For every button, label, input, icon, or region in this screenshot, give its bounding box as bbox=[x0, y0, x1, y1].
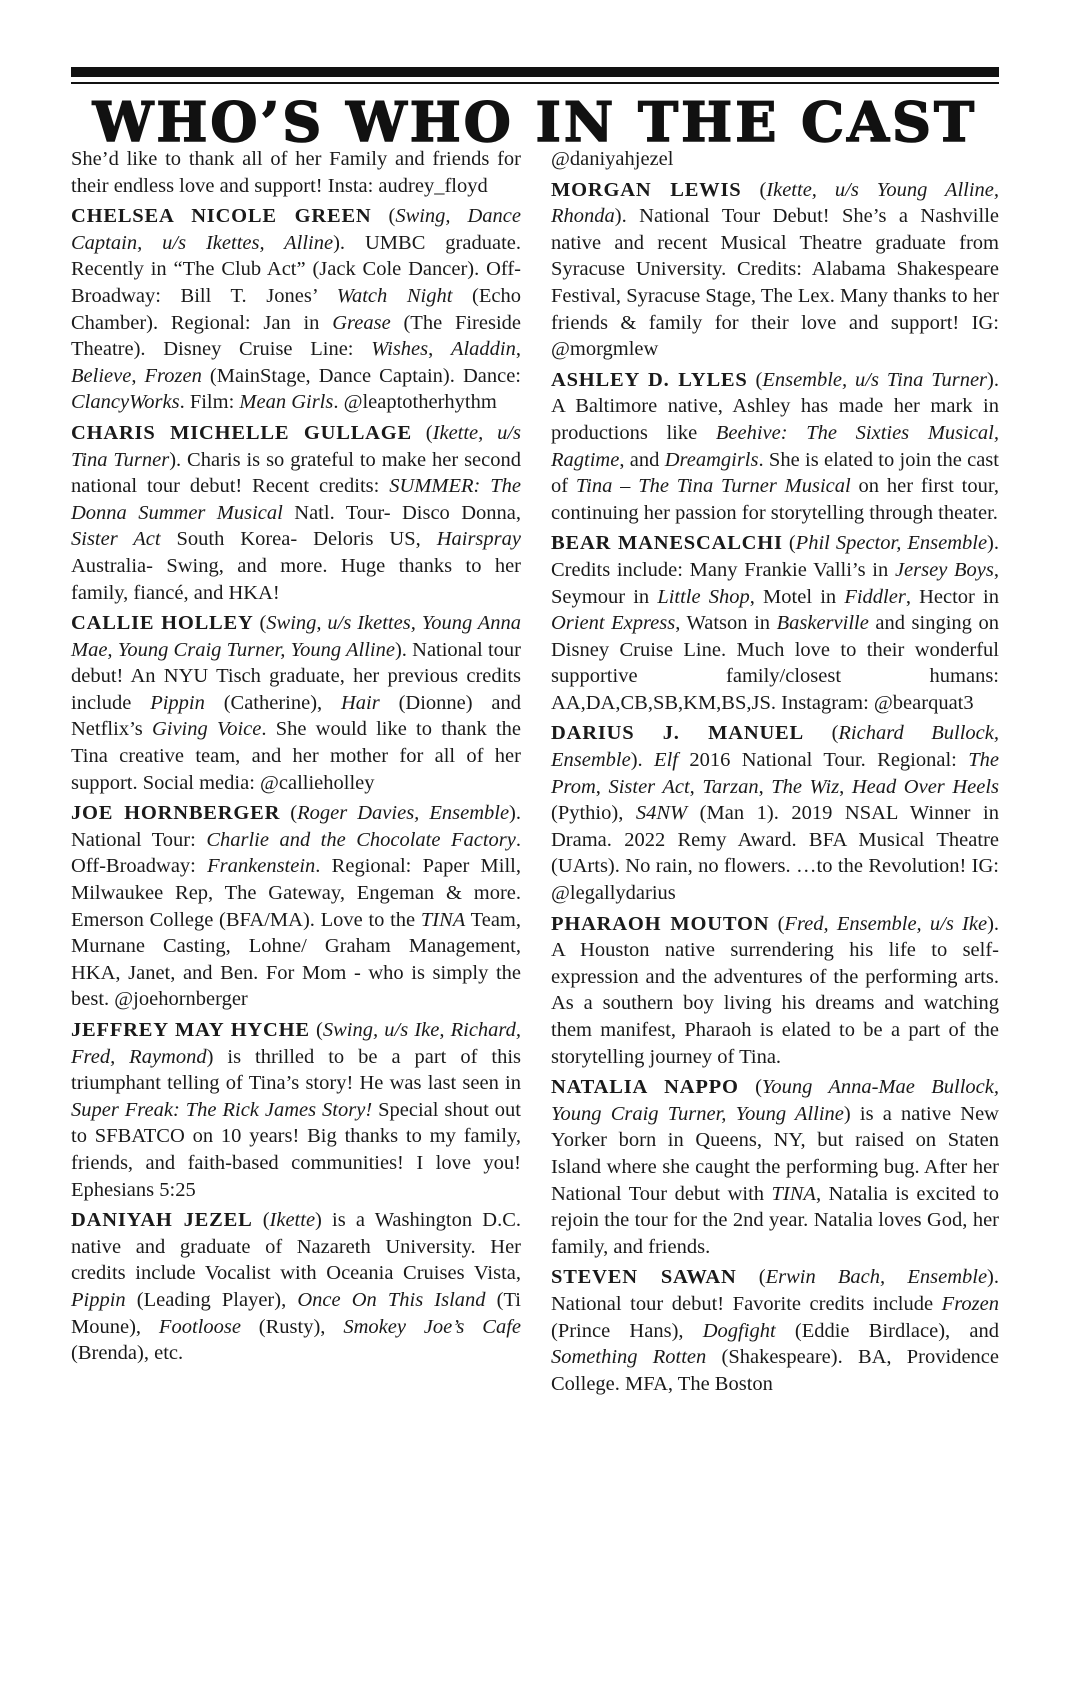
right-column bbox=[551, 146, 999, 1401]
bio-continuation: @daniyahjezel bbox=[551, 148, 674, 170]
bio-ashley-d-lyles: ASHLEY D. LYLES (Ensemble, u/s Tina Turner). A Baltimore native, Ashley has made her mark in productions like Beehive: The Sixties Musical, Ragtime, and Dreamgirls. She is elated to join the cast of Tina – The Tina Turner Musical on her first tour, continuing her passion for storytelling through theater. bbox=[551, 368, 999, 524]
cast-role: Ikette, u/s Tina Turner bbox=[71, 421, 521, 471]
cast-name: BEAR MANESCALCHI bbox=[551, 532, 783, 555]
cast-name: JEFFREY MAY HYCHE bbox=[71, 1019, 310, 1041]
bio-callie-holley: CALLIE HOLLEY (Swing, u/s Ikettes, Young Anna Mae, Young Craig Turner, Young Alline). National tour debut! An NYU Tisch graduate, her previous credits include Pippin (Catherine), Hair (Dionne) and Netflix’s Giving Voice. She would like to thank the Tina creative team, and her mother for all of her support. Social media: @callieholley bbox=[71, 612, 522, 794]
bio-continuation: She’d like to thank all of her Family and friends for their endless love and support! Insta: audrey_floyd bbox=[71, 148, 521, 197]
cast-role: Young Anna-Mae Bullock, Young Craig Turner, Young Alline bbox=[551, 1076, 999, 1125]
left-column bbox=[71, 146, 521, 1371]
bio-chelsea-nicole-green: CHELSEA NICOLE GREEN (Swing, Dance Captain, u/s Ikettes, Alline). UMBC graduate. Recently in “The Club Act” (Jack Cole Dancer). Off-Broadway: Bill T. Jones’ Watch Night (Echo Chamber). Regional: Jan in Grease (The Fireside Theatre). Disney Cruise Line: Wishes, Aladdin, Believe, Frozen (MainStage, Dance Captain). Dance: ClancyWorks. Film: Mean Girls. @leaptotherhythm bbox=[71, 205, 522, 414]
header-rule-thin bbox=[71, 82, 999, 84]
cast-name: CALLIE HOLLEY bbox=[71, 612, 254, 635]
cast-role: Ikette bbox=[269, 1209, 316, 1232]
cast-role: Erwin Bach, Ensemble bbox=[765, 1266, 988, 1289]
bio-morgan-lewis: MORGAN LEWIS (Ikette, u/s Young Alline, Rhonda). National Tour Debut! She’s a Nashville native and recent Musical Theatre graduate from Syracuse University. Credits: Alabama Shakespeare Festival, Syracuse Stage, The Lex. Many thanks to her friends & family for their love and support! IG: @morgmlew bbox=[551, 178, 1000, 361]
bio-darius-j-manuel: DARIUS J. MANUEL (Richard Bullock, Ensemble). Elf 2016 National Tour. Regional: The Prom, Sister Act, Tarzan, The Wiz, Head Over Heels (Pythio), S4NW (Man 1). 2019 NSAL Winner in Drama. 2022 Remy Award. BFA Musical Theatre (UArts). No rain, no flowers. …to the Revolution! IG: @legallydarius bbox=[551, 722, 999, 905]
cast-name: STEVEN SAWAN bbox=[551, 1266, 737, 1289]
bio-pharaoh-mouton: PHARAOH MOUTON (Fred, Ensemble, u/s Ike). A Houston native surrendering his life to self-expression and the adventures of the performing arts. As a southern boy living his dreams and watching them manifest, Pharaoh is elated to be a part of the storytelling journey of Tina. bbox=[551, 912, 1000, 1068]
cast-role: Swing, u/s Ike, Richard, Fred, Raymond bbox=[71, 1019, 522, 1068]
cast-role: Ikette, u/s Young Alline, Rhonda bbox=[551, 178, 1000, 228]
bio-charis-michelle-gullage: CHARIS MICHELLE GULLAGE (Ikette, u/s Tina Turner). Charis is so grateful to make her second national tour debut! Recent credits: SUMMER: The Donna Summer Musical Natl. Tour- Disco Donna, Sister Act South Korea- Deloris US, Hairspray Australia- Swing, and more. Huge thanks to her family, fiancé, and HKA! bbox=[71, 421, 521, 604]
header-rule-thick bbox=[71, 67, 999, 77]
bio-bear-manescalchi: BEAR MANESCALCHI (Phil Spector, Ensemble). Credits include: Many Frankie Valli’s in Jersey Boys, Seymour in Little Shop, Motel in Fiddler, Hector in Orient Express, Watson in Baskerville and singing on Disney Cruise Line. Much love to their wonderful supportive family/closest humans: AA,DA,CB,SB,KM,BS,JS. Instagram: @bearquat3 bbox=[551, 532, 999, 714]
cast-role: Roger Davies, Ensemble bbox=[297, 802, 510, 825]
page-title: WHO’S WHO IN THE CAST bbox=[92, 90, 978, 154]
cast-name: DARIUS J. MANUEL bbox=[551, 722, 805, 745]
cast-role: Ensemble, u/s Tina Turner bbox=[762, 368, 988, 391]
cast-role: Richard Bullock, Ensemble bbox=[551, 722, 999, 772]
cast-name: CHELSEA NICOLE GREEN bbox=[71, 205, 372, 228]
cast-role: Swing, Dance Captain, u/s Ikettes, Alline bbox=[71, 205, 522, 254]
cast-name: DANIYAH JEZEL bbox=[71, 1209, 253, 1232]
bio-jeffrey-may-hyche: JEFFREY MAY HYCHE (Swing, u/s Ike, Richard, Fred, Raymond) is thrilled to be a part of this triumphant telling of Tina’s story! He was last seen in Super Freak: The Rick James Story! Special shout out to SFBATCO on 10 years! Big thanks to my family, friends, and faith-based communities! I love you! Ephesians 5:25 bbox=[71, 1019, 522, 1201]
cast-role: Fred, Ensemble, u/s Ike bbox=[784, 912, 988, 935]
cast-name: CHARIS MICHELLE GULLAGE bbox=[71, 421, 413, 444]
cast-name: ASHLEY D. LYLES bbox=[551, 368, 748, 391]
cast-name: PHARAOH MOUTON bbox=[551, 912, 770, 935]
bio-steven-sawan: STEVEN SAWAN (Erwin Bach, Ensemble). National tour debut! Favorite credits include Frozen (Prince Hans), Dogfight (Eddie Birdlace), and Something Rotten (Shakespeare). BA, Providence College. MFA, The Boston bbox=[551, 1266, 999, 1395]
cast-role: Phil Spector, Ensemble bbox=[795, 532, 988, 555]
cast-role: Swing, u/s Ikettes, Young Anna Mae, Young Craig Turner, Young Alline bbox=[71, 612, 521, 661]
cast-name: JOE HORNBERGER bbox=[71, 802, 281, 825]
bio-natalia-nappo: NATALIA NAPPO (Young Anna-Mae Bullock, Young Craig Turner, Young Alline) is a native New Yorker born in Queens, NY, but raised on Staten Island where she caught the performing bug. After her National Tour debut with TINA, Natalia is excited to rejoin the tour for the 2nd year. Natalia loves God, her family, and friends. bbox=[551, 1076, 999, 1258]
bio-joe-hornberger: JOE HORNBERGER (Roger Davies, Ensemble). National Tour: Charlie and the Chocolate Factory. Off-Broadway: Frankenstein. Regional: Paper Mill, Milwaukee Rep, The Gateway, Engeman & more. Emerson College (BFA/MA). Love to the TINA Team, Murnane Casting, Lohne/ Graham Management, HKA, Janet, and Ben. For Mom - who is simply the best. @joehornberger bbox=[71, 802, 521, 1011]
cast-name: NATALIA NAPPO bbox=[551, 1076, 739, 1099]
bio-daniyah-jezel: DANIYAH JEZEL (Ikette) is a Washington D.C. native and graduate of Nazareth University. Her credits include Vocalist with Oceania Cruises Vista, Pippin (Leading Player), Once On This Island (Ti Moune), Footloose (Rusty), Smokey Joe’s Cafe (Brenda), etc. bbox=[71, 1209, 522, 1365]
cast-name: MORGAN LEWIS bbox=[551, 178, 742, 201]
